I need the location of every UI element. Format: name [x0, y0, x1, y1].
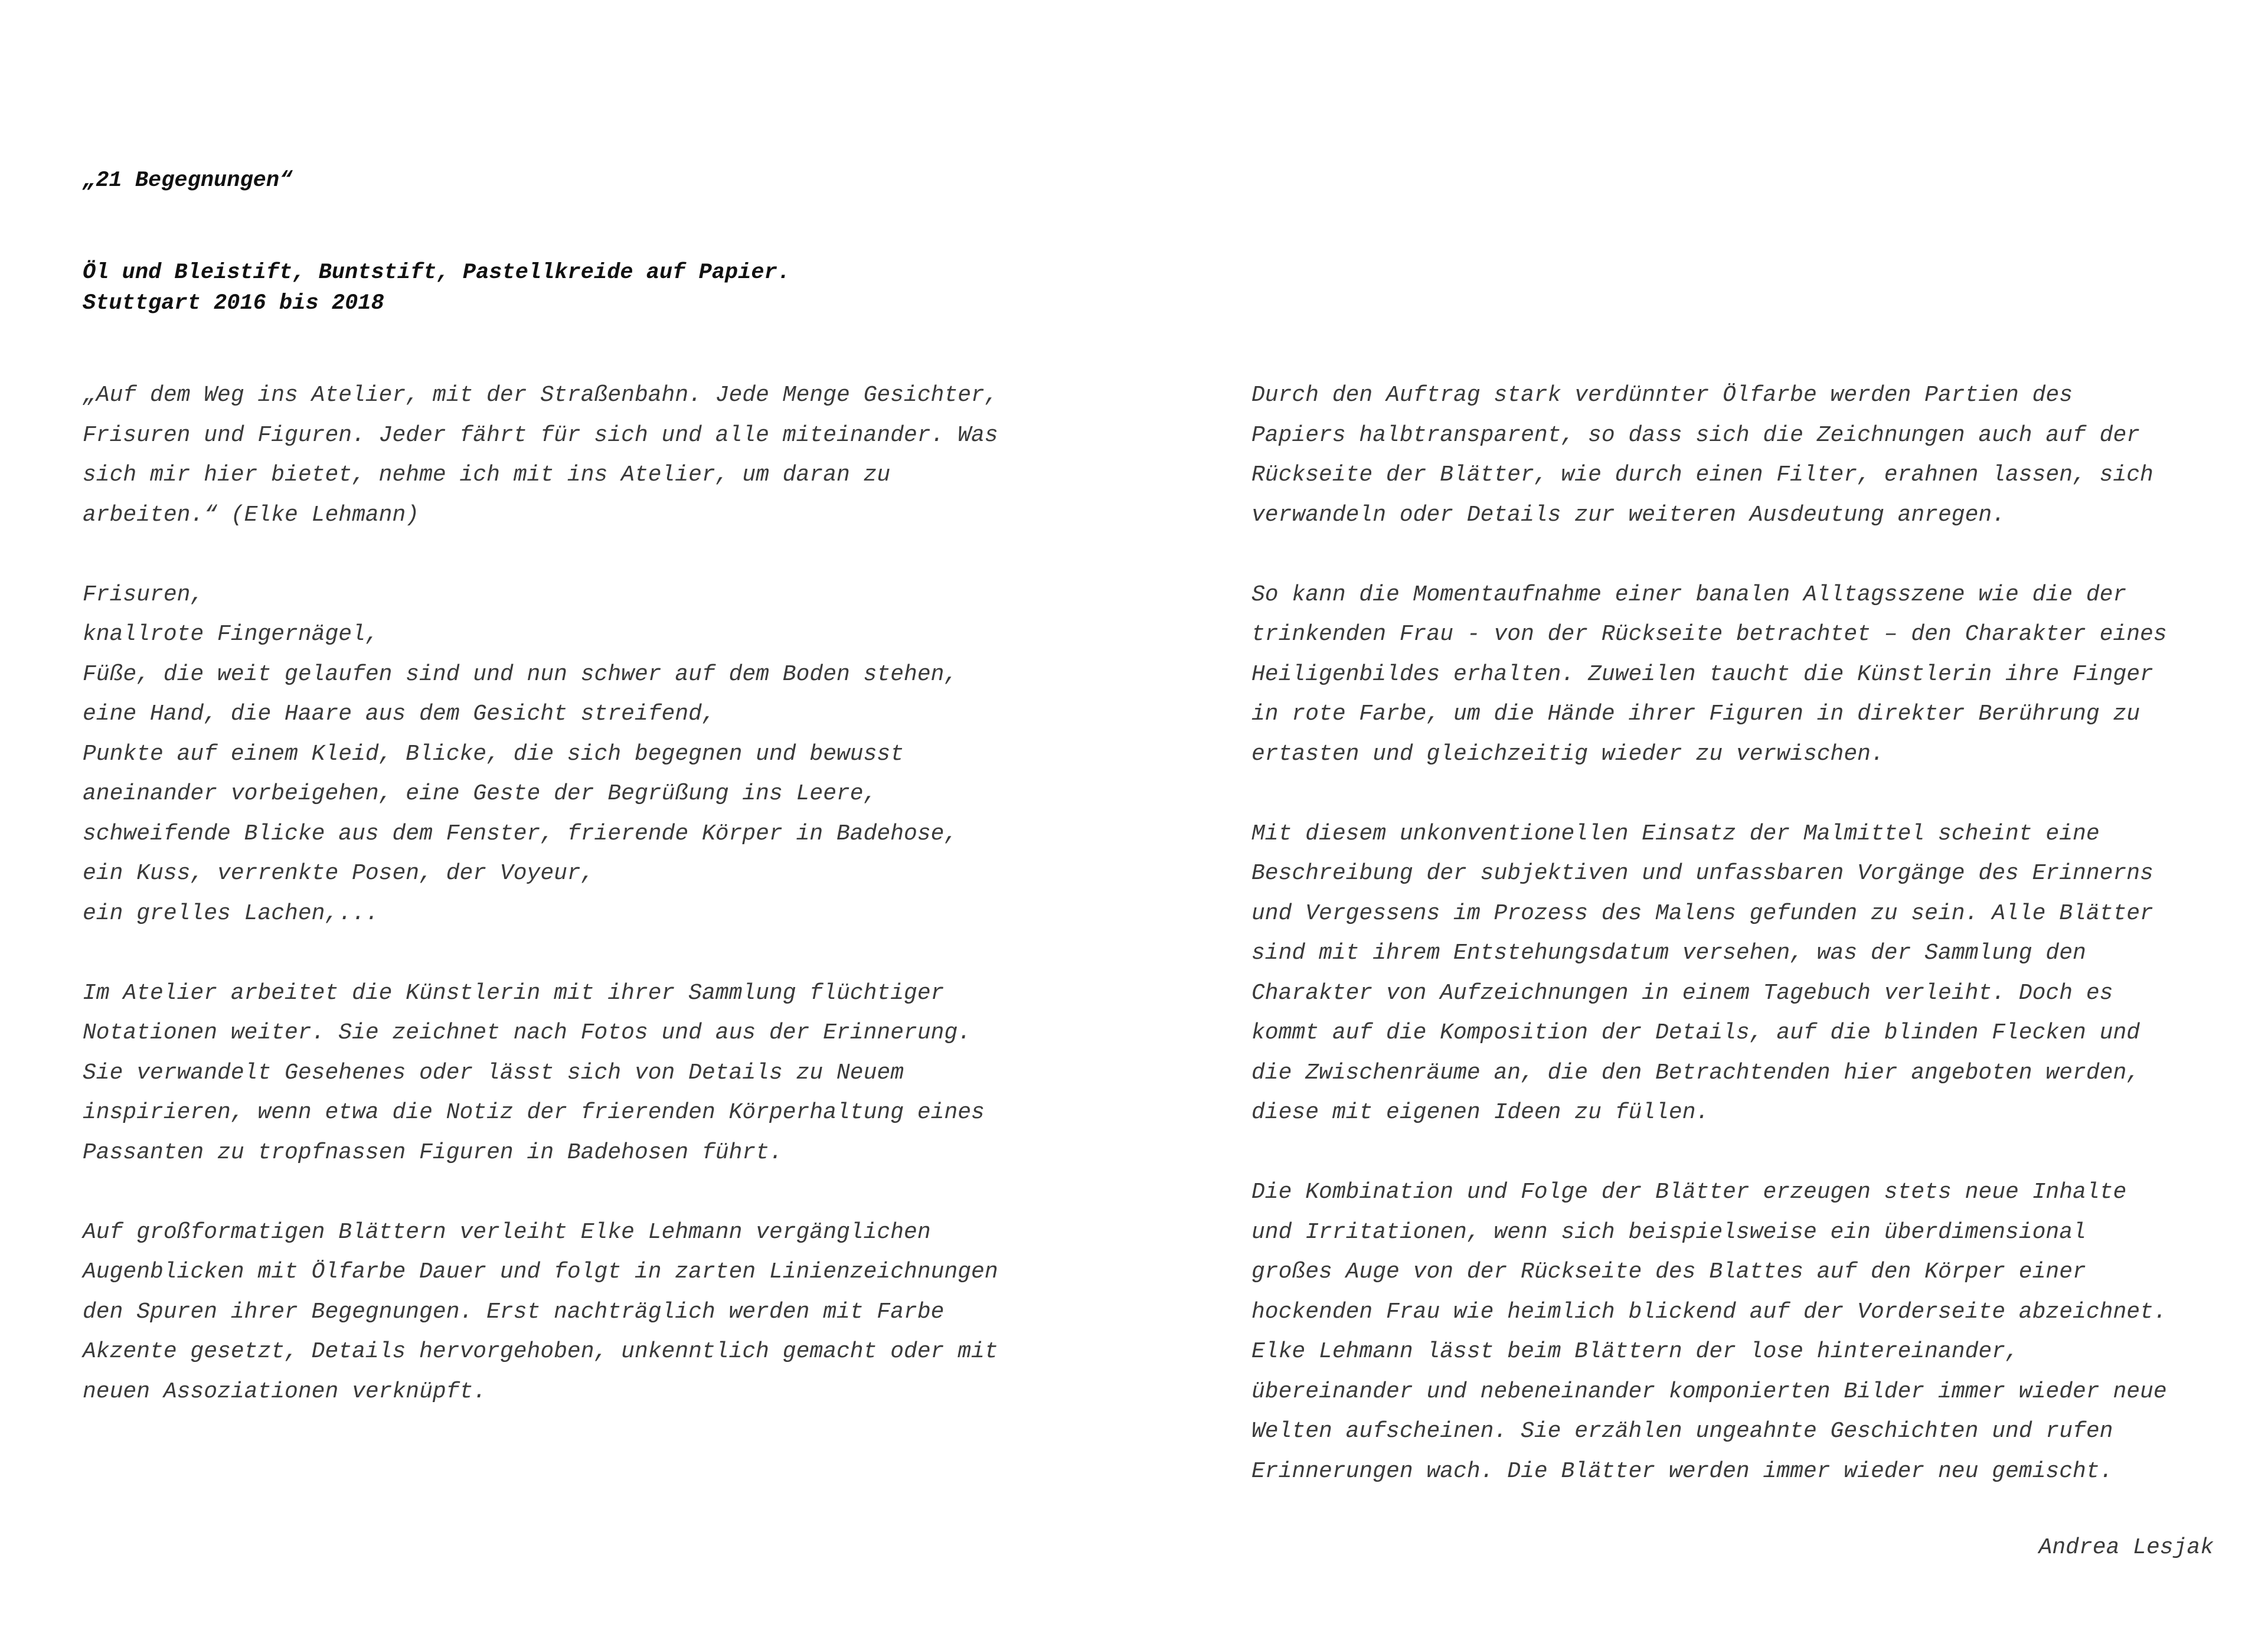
text-line: verwandeln oder Details zur weiteren Ausdeutung anregen. — [1251, 502, 2006, 528]
text-line: Im Atelier arbeitet die Künstlerin mit ihrer Sammlung flüchtiger — [83, 980, 945, 1006]
paragraph — [1251, 375, 2167, 535]
text-line: Punkte auf einem Kleid, Blicke, die sich begegnen und bewusst — [83, 741, 904, 767]
text-line: großes Auge von der Rückseite des Blattes auf den Körper einer — [1251, 1259, 2086, 1285]
text-line: sind mit ihrem Entstehungsdatum versehen, was der Sammlung den — [1251, 940, 2086, 966]
text-line: Durch den Auftrag stark verdünnter Ölfarbe werden Partien des — [1251, 383, 2073, 408]
document-subtitle — [83, 257, 790, 319]
text-line: sich mir hier bietet, nehme ich mit ins Atelier, um daran zu — [83, 462, 891, 488]
text-line: den Spuren ihrer Begegnungen. Erst nachträglich werden mit Farbe — [83, 1299, 945, 1325]
text-line: So kann die Momentaufnahme einer banalen Alltagsszene wie die der — [1251, 581, 2127, 607]
text-line: Frisuren, — [83, 581, 204, 607]
text-line: Die Kombination und Folge der Blätter erzeugen stets neue Inhalte — [1251, 1180, 2127, 1205]
text-line: Sie verwandelt Gesehenes oder lässt sich von Details zu Neuem — [83, 1060, 904, 1086]
text-line: ertasten und gleichzeitig wieder zu verwischen. — [1251, 741, 1884, 767]
text-line: Erinnerungen wach. Die Blätter werden immer wieder neu gemischt. — [1251, 1458, 2113, 1484]
text-line: und Irritationen, wenn sich beispielsweise ein überdimensional — [1251, 1219, 2086, 1245]
text-line: übereinander und nebeneinander komponierten Bilder immer wieder neue — [1251, 1378, 2167, 1404]
text-line: Papiers halbtransparent, so dass sich die Zeichnungen auch auf der — [1251, 422, 2140, 448]
text-line: Akzente gesetzt, Details hervorgehoben, unkenntlich gemacht oder mit — [83, 1339, 998, 1364]
paragraph — [1251, 814, 2167, 1133]
text-line: trinkenden Frau - von der Rückseite betrachtet – den Charakter eines — [1251, 622, 2167, 647]
document-title: „21 Begegnungen“ — [83, 168, 293, 193]
text-line: Heiligenbildes erhalten. Zuweilen taucht die Künstlerin ihre Finger — [1251, 661, 2153, 687]
text-line: in rote Farbe, um die Hände ihrer Figuren in direkter Berührung zu — [1251, 701, 2140, 727]
text-line: Passanten zu tropfnassen Figuren in Badehosen führt. — [83, 1139, 783, 1165]
text-line: diese mit eigenen Ideen zu füllen. — [1251, 1100, 1710, 1125]
text-line: Frisuren und Figuren. Jeder fährt für sich und alle miteinander. Was — [83, 422, 998, 448]
text-line: ein Kuss, verrenkte Posen, der Voyeur, — [83, 861, 594, 886]
subtitle-line: Stuttgart 2016 bis 2018 — [83, 291, 384, 316]
text-line: „Auf dem Weg ins Atelier, mit der Straßenbahn. Jede Menge Gesichter, — [83, 383, 998, 408]
author-signature: Andrea Lesjak — [2038, 1535, 2214, 1560]
text-line: inspirieren, wenn etwa die Notiz der frierenden Körperhaltung eines — [83, 1100, 985, 1125]
text-line: Mit diesem unkonventionellen Einsatz der Malmittel scheint eine — [1251, 821, 2100, 847]
text-line: kommt auf die Komposition der Details, auf die blinden Flecken und — [1251, 1020, 2140, 1046]
text-line: Füße, die weit gelaufen sind und nun schwer auf dem Boden stehen, — [83, 661, 958, 687]
text-line: Elke Lehmann lässt beim Blättern der lose hintereinander, — [1251, 1339, 2019, 1364]
text-line: arbeiten.“ (Elke Lehmann) — [83, 502, 420, 528]
text-line: Welten aufscheinen. Sie erzählen ungeahnte Geschichten und rufen — [1251, 1419, 2113, 1444]
paragraph — [83, 375, 998, 535]
text-line: eine Hand, die Haare aus dem Gesicht streifend, — [83, 701, 715, 727]
text-line: aneinander vorbeigehen, eine Geste der Begrüßung ins Leere, — [83, 781, 877, 806]
right-text-column — [1251, 375, 2167, 1531]
paragraph — [1251, 575, 2167, 775]
text-line: und Vergessens im Prozess des Malens gefunden zu sein. Alle Blätter — [1251, 900, 2153, 926]
text-line: neuen Assoziationen verknüpft. — [83, 1378, 487, 1404]
text-line: Auf großformatigen Blättern verleiht Elke Lehmann vergänglichen — [83, 1219, 931, 1245]
text-line: knallrote Fingernägel, — [83, 622, 379, 647]
subtitle-line: Öl und Bleistift, Buntstift, Pastellkreide auf Papier. — [83, 260, 790, 285]
paragraph — [1251, 1172, 2167, 1491]
text-line: Augenblicken mit Ölfarbe Dauer und folgt in zarten Linienzeichnungen — [83, 1259, 998, 1285]
paragraph — [83, 575, 998, 934]
paragraph — [83, 973, 998, 1173]
text-line: Beschreibung der subjektiven und unfassbaren Vorgänge des Erinnerns — [1251, 861, 2153, 886]
text-line: Rückseite der Blätter, wie durch einen Filter, erahnen lassen, sich — [1251, 462, 2153, 488]
text-line: schweifende Blicke aus dem Fenster, frierende Körper in Badehose, — [83, 821, 958, 847]
text-line: hockenden Frau wie heimlich blickend auf der Vorderseite abzeichnet. — [1251, 1299, 2167, 1325]
text-line: Notationen weiter. Sie zeichnet nach Fotos und aus der Erinnerung. — [83, 1020, 972, 1046]
paragraph — [83, 1213, 998, 1412]
text-line: Charakter von Aufzeichnungen in einem Tagebuch verleiht. Doch es — [1251, 980, 2113, 1006]
left-text-column — [83, 375, 998, 1452]
text-line: die Zwischenräume an, die den Betrachtenden hier angeboten werden, — [1251, 1060, 2140, 1086]
text-line: ein grelles Lachen,... — [83, 900, 379, 926]
